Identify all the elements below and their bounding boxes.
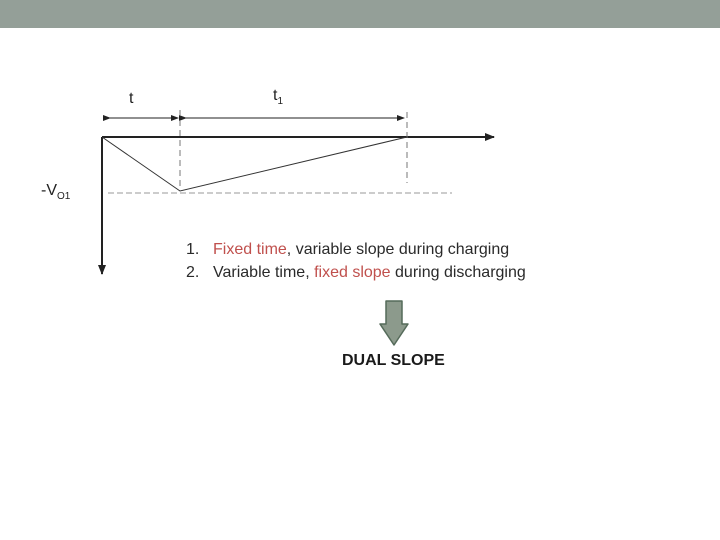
step-highlight: Fixed time <box>213 241 287 258</box>
t1-label <box>273 87 283 105</box>
t1-label-base: t <box>273 87 278 104</box>
vo1-label-subscript: O1 <box>57 191 71 202</box>
steps-list <box>186 238 526 284</box>
list-item <box>186 261 526 284</box>
step-number: 2. <box>186 264 200 281</box>
t1-label-subscript: 1 <box>277 96 284 107</box>
step-text: , variable slope during charging <box>286 241 510 258</box>
t-label: t <box>129 90 134 107</box>
step-text: during discharging <box>390 264 526 281</box>
dual-slope-label: DUAL SLOPE <box>342 352 445 369</box>
step-highlight: fixed slope <box>314 264 391 281</box>
waveform-charge-discharge <box>102 137 407 191</box>
vo1-label <box>41 182 70 200</box>
vo1-label-base: -V <box>41 182 57 199</box>
down-arrow-icon <box>379 300 409 346</box>
step-prefix: Variable time, <box>213 264 315 281</box>
list-item <box>186 238 526 261</box>
step-number: 1. <box>186 241 200 258</box>
